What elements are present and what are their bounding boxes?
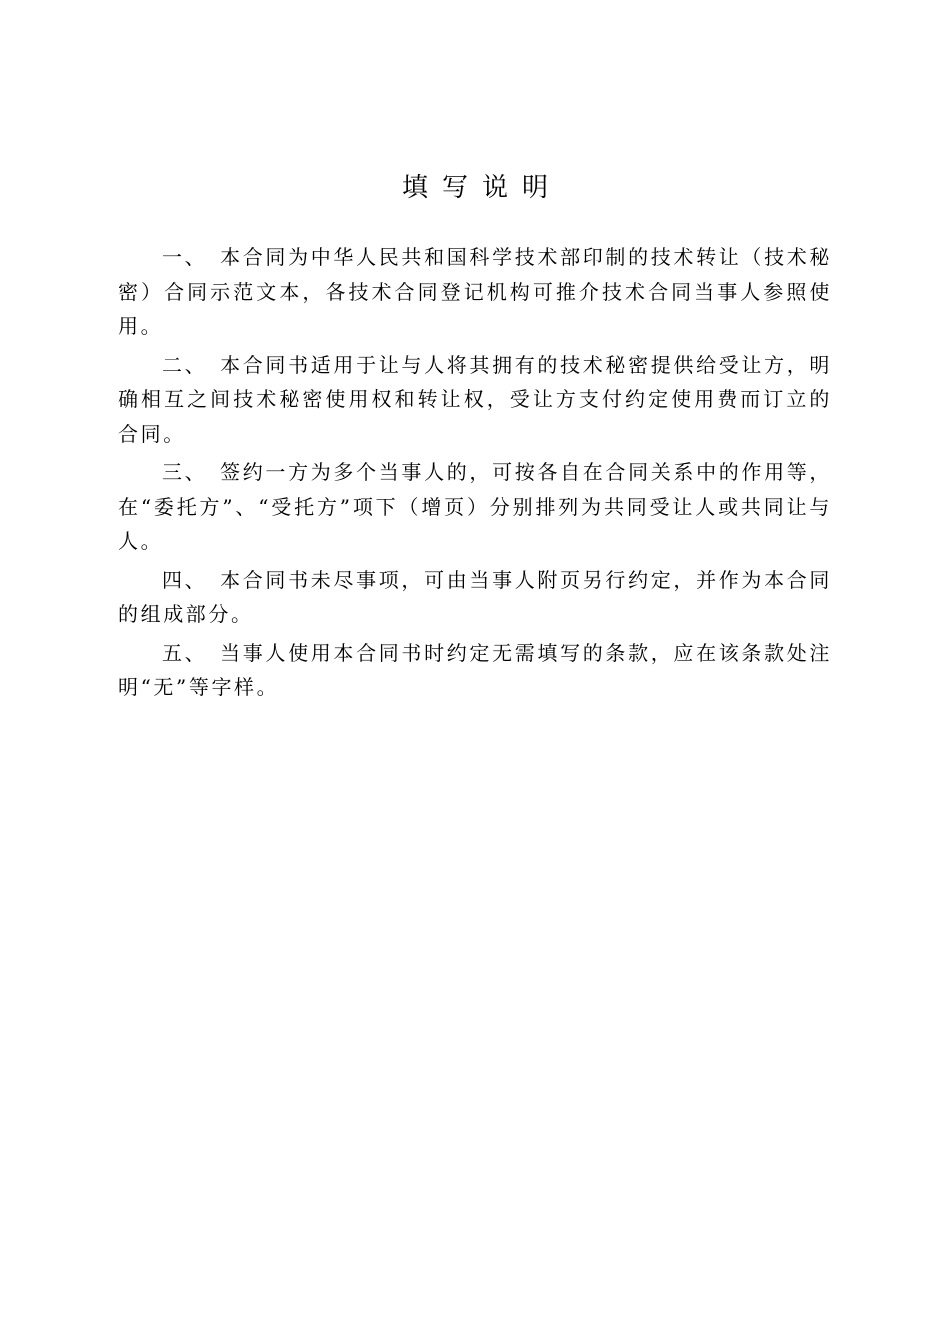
instruction-item-1 bbox=[118, 240, 832, 344]
item-text: 签约一方为多个当事人的，可按各自在合同关系中的作用等，在“委托方”、“受托方”项下（增页）分别排列为共同受让人或共同让与人。 bbox=[118, 460, 832, 553]
item-number: 五、 bbox=[162, 640, 208, 665]
item-number: 二、 bbox=[162, 352, 208, 377]
instruction-item-2 bbox=[118, 348, 832, 452]
instruction-item-4 bbox=[118, 563, 832, 632]
item-text: 本合同为中华人民共和国科学技术部印制的技术转让（技术秘密）合同示范文本，各技术合同登记机构可推介技术合同当事人参照使用。 bbox=[118, 245, 832, 338]
instructions-body bbox=[118, 240, 832, 709]
item-number: 一、 bbox=[162, 245, 208, 269]
item-text: 本合同书未尽事项，可由当事人附页另行约定，并作为本合同的组成部分。 bbox=[118, 567, 832, 626]
instruction-item-3 bbox=[118, 455, 832, 559]
item-text: 当事人使用本合同书时约定无需填写的条款，应在该条款处注明“无”等字样。 bbox=[118, 640, 832, 699]
item-number: 四、 bbox=[162, 567, 208, 592]
item-text: 本合同书适用于让与人将其拥有的技术秘密提供给受让方，明确相互之间技术秘密使用权和转让权，受让方支付约定使用费而订立的合同。 bbox=[118, 352, 832, 446]
item-number: 三、 bbox=[162, 460, 208, 484]
page-title: 填写说明 bbox=[401, 173, 562, 203]
instruction-item-5 bbox=[118, 636, 832, 705]
